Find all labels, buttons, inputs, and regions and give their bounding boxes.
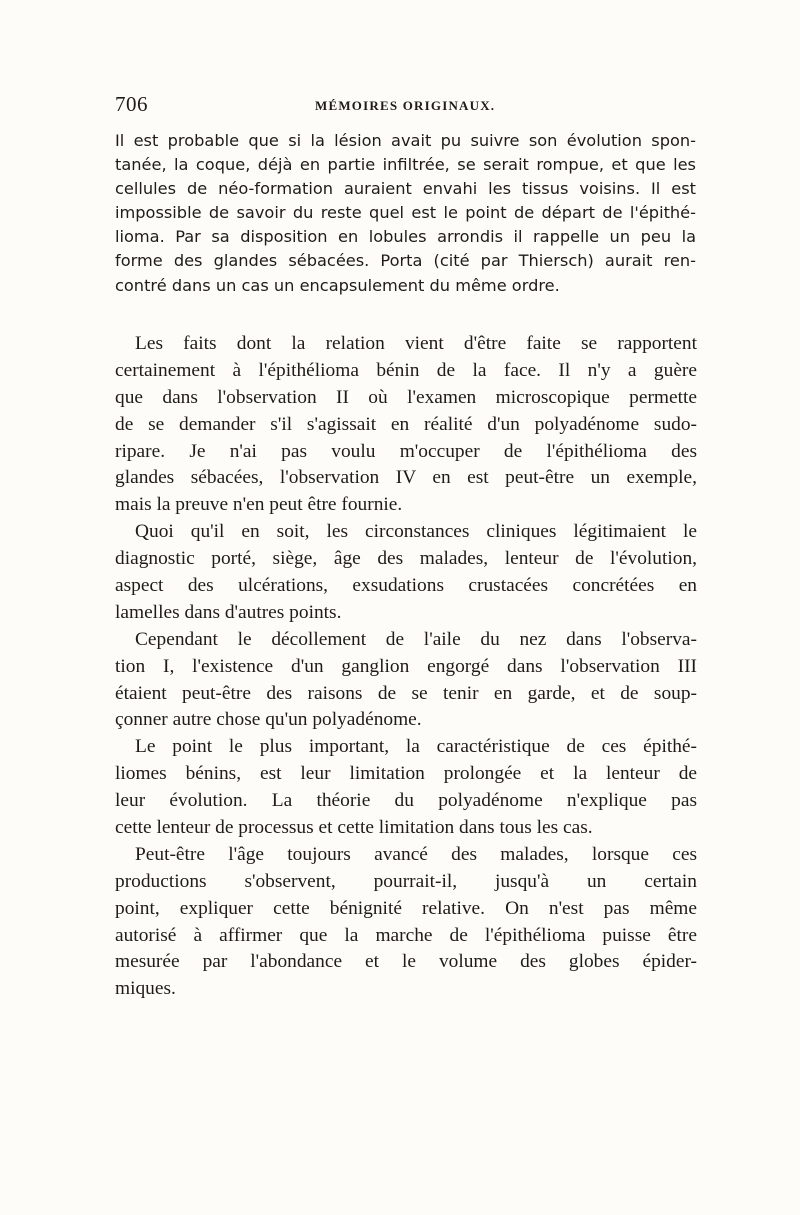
text-line: mesurée par l'abondance et le volume des globes épider- [115, 951, 697, 973]
text-line: miques. [115, 978, 176, 1000]
text-line: forme des glandes sébacées. Porta (cité par Thiersch) aurait ren- [115, 251, 696, 271]
running-title: MÉMOIRES ORIGINAUX. [315, 98, 496, 113]
text-line: lamelles dans d'autres points. [115, 601, 342, 623]
text-line: glandes sébacées, l'observation IV en est peut-être un exemple, [115, 467, 697, 489]
page-header [115, 92, 695, 118]
text-line: cellules de néo-formation auraient envahi les tissus voisins. Il est [115, 179, 696, 199]
text-line: autorisé à affirmer que la marche de l'épithélioma puisse être [115, 924, 697, 946]
text-line: mais la preuve n'en peut être fournie. [115, 494, 403, 516]
page-number: 706 [115, 92, 148, 116]
text-line: que dans l'observation II où l'examen microscopique permette [115, 386, 697, 408]
text-line: diagnostic porté, siège, âge des malades, lenteur de l'évolution, [115, 548, 697, 570]
text-line: aspect des ulcérations, exsudations crustacées concrétées en [115, 575, 697, 597]
text-line: productions s'observent, pourrait-il, jusqu'à un certain [115, 870, 697, 892]
text-line: lioma. Par sa disposition en lobules arrondis il rappelle un peu la [115, 227, 696, 247]
text-line: çonner autre chose qu'un polyadénome. [115, 709, 422, 731]
text-line: Le point le plus important, la caractéristique de ces épithé- [135, 736, 697, 758]
text-line: Les faits dont la relation vient d'être faite se rapportent [135, 333, 697, 354]
text-line: Peut-être l'âge toujours avancé des malades, lorsque ces [135, 843, 697, 865]
text-line: contré dans un cas un encapsulement du même ordre. [115, 275, 560, 295]
text-line: impossible de savoir du reste quel est le point de départ de l'épithé- [115, 203, 696, 223]
body-text [115, 331, 697, 1003]
text-line: cette lenteur de processus et cette limitation dans tous les cas. [115, 817, 593, 839]
small-print-paragraph [115, 129, 696, 298]
text-line: liomes bénins, est leur limitation prolongée et la lenteur de [115, 763, 697, 785]
text-line: leur évolution. La théorie du polyadénome n'explique pas [115, 790, 697, 812]
text-line: Cependant le décollement de l'aile du nez dans l'observa- [135, 628, 697, 650]
text-line: étaient peut-être des raisons de se tenir en garde, et de soup- [115, 682, 697, 704]
text-line: point, expliquer cette bénignité relative. On n'est pas même [115, 897, 697, 919]
text-line: tanée, la coque, déjà en partie infiltrée, se serait rompue, et que les [115, 155, 696, 175]
text-line: ripare. Je n'ai pas voulu m'occuper de l'épithélioma des [115, 440, 697, 462]
text-line: de se demander s'il s'agissait en réalité d'un polyadénome sudo- [115, 413, 697, 435]
text-line: Il est probable que si la lésion avait pu suivre son évolution spon- [115, 131, 696, 150]
text-line: Quoi qu'il en soit, les circonstances cliniques légitimaient le [135, 521, 697, 543]
text-line: certainement à l'épithélioma bénin de la face. Il n'y a guère [115, 359, 697, 381]
text-line: tion I, l'existence d'un ganglion engorgé dans l'observation III [115, 655, 697, 677]
